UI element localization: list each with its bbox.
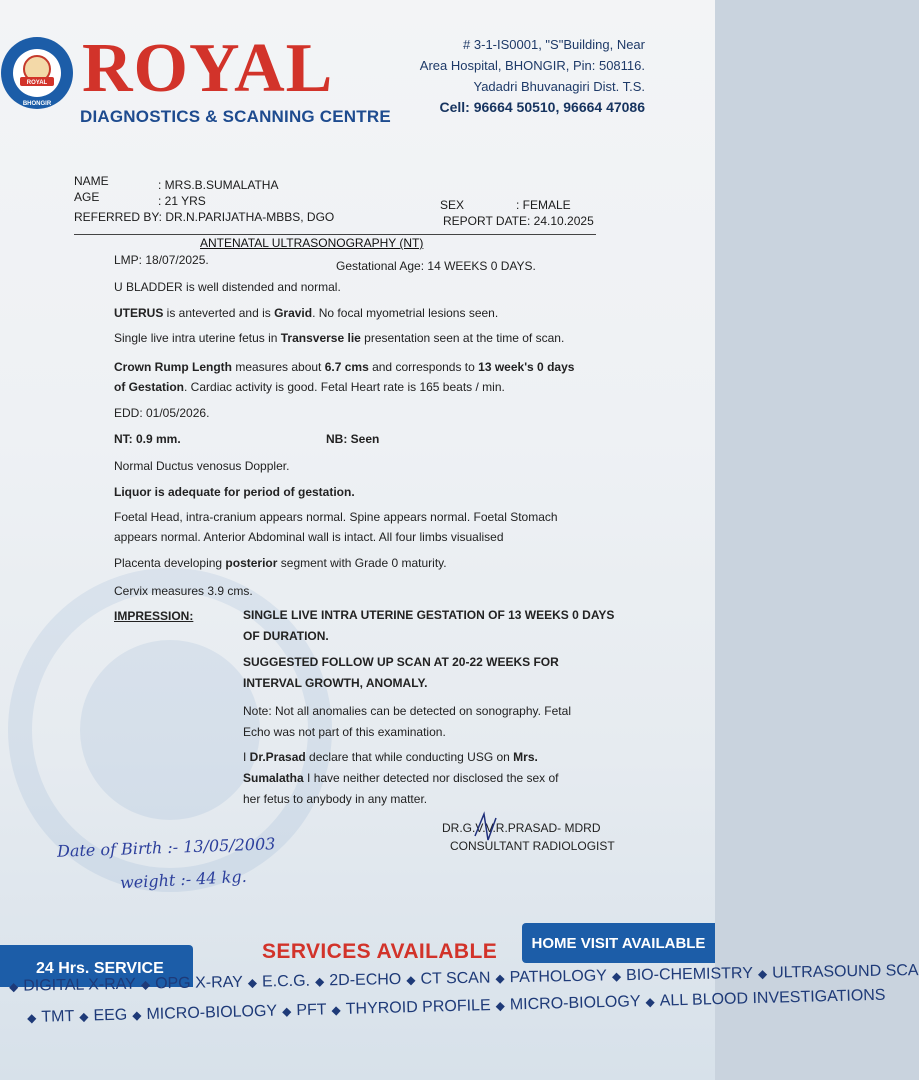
edd: EDD: 01/05/2026. xyxy=(114,406,210,420)
declaration-text-2: declare that while conducting USG on xyxy=(305,750,514,764)
placenta-text-1: Placenta developing xyxy=(114,556,226,570)
bullet-icon: ◆ xyxy=(140,977,151,992)
uterus-gravid: Gravid xyxy=(274,306,313,320)
foetal-head-paragraph xyxy=(114,507,634,547)
foetal-head-line-1: Foetal Head, intra-cranium appears normal. Spine appears normal. Foetal Stomach xyxy=(114,510,558,524)
bullet-icon: ◆ xyxy=(281,1004,292,1019)
bullet-icon: ◆ xyxy=(247,975,258,990)
bladder-text: is well distended and normal. xyxy=(182,280,341,294)
cervix: Cervix measures 3.9 cms. xyxy=(114,584,253,598)
impression-label: IMPRESSION: xyxy=(114,609,194,623)
uterus-label: UTERUS xyxy=(114,306,164,320)
address-line-1: # 3-1-IS0001, "S"Building, Near xyxy=(463,37,645,52)
impression-line-4: INTERVAL GROWTH, ANOMALY. xyxy=(243,676,428,690)
nt-line xyxy=(114,429,634,449)
fetus-line xyxy=(114,328,634,348)
crl-text-2: and corresponds to xyxy=(368,360,479,374)
service-24-badge: 24 Hrs. SERVICE xyxy=(0,945,193,987)
gestational-age: Gestational Age: 14 WEEKS 0 DAYS. xyxy=(336,259,536,273)
services-title: SERVICES AVAILABLE xyxy=(262,940,498,963)
crl-paragraph xyxy=(114,357,634,397)
crl-text-3: . Cardiac activity is good. Fetal Heart rate is 165 beats / min. xyxy=(184,380,505,394)
bullet-icon: ◆ xyxy=(331,1002,341,1018)
declaration-patient: Sumalatha xyxy=(243,771,304,785)
service-item: MICRO-BIOLOGY xyxy=(146,1002,278,1024)
report-title: ANTENATAL ULTRASONOGRAPHY (NT) xyxy=(200,236,424,250)
service-item: 2D-ECHO xyxy=(329,971,402,990)
placenta-line xyxy=(114,553,634,573)
bullet-icon: ◆ xyxy=(8,979,19,994)
nb-value: NB: Seen xyxy=(326,432,380,446)
service-item: THYROID PROFILE xyxy=(345,997,491,1018)
impression-line-3: SUGGESTED FOLLOW UP SCAN AT 20-22 WEEKS FOR xyxy=(243,655,559,669)
crl-label: Crown Rump Length xyxy=(114,360,232,374)
address-line-3: Yadadri Bhuvanagiri Dist. T.S. xyxy=(473,79,645,94)
patient-age: : 21 YRS xyxy=(158,194,206,208)
service-item: E.C.G. xyxy=(261,972,311,991)
uterus-line xyxy=(114,303,634,323)
bullet-icon: ◆ xyxy=(495,998,506,1013)
brand-subtitle: DIAGNOSTICS & SCANNING CENTRE xyxy=(80,107,391,126)
crl-value: 6.7 cms xyxy=(324,360,369,374)
bullet-icon: ◆ xyxy=(26,1010,37,1026)
fetus-text-2: presentation seen at the time of scan. xyxy=(360,331,565,345)
patient-name: : MRS.B.SUMALATHA xyxy=(158,178,279,192)
placenta-position: posterior xyxy=(225,556,278,570)
bullet-icon: ◆ xyxy=(757,966,768,981)
bladder-label: U BLADDER xyxy=(114,280,183,294)
patient-sex: : FEMALE xyxy=(516,198,571,212)
lmp-line xyxy=(114,250,634,273)
handwritten-dob: Date of Birth :- 13/05/2003 xyxy=(56,834,276,861)
declaration-text-3: I have neither detected nor disclosed the sex of xyxy=(303,771,559,785)
impression-line-1: SINGLE LIVE INTRA UTERINE GESTATION OF 13 WEEKS 0 DAYS xyxy=(243,608,615,622)
home-visit-badge: HOME VISIT AVAILABLE xyxy=(522,923,715,963)
signature-mark xyxy=(470,806,530,846)
clinic-seal-logo xyxy=(0,36,74,110)
service-item: MICRO-BIOLOGY xyxy=(509,993,641,1014)
declaration-line-3: her fetus to anybody in any matter. xyxy=(243,792,428,806)
fetus-text-1: Single live intra uterine fetus in xyxy=(114,331,281,345)
bladder-line xyxy=(114,277,634,297)
service-item: PFT xyxy=(296,1001,327,1020)
lmp: LMP: 18/07/2025. xyxy=(114,253,209,267)
sex-label: SEX xyxy=(440,198,465,212)
address-line-2: Area Hospital, BHONGIR, Pin: 508116. xyxy=(419,58,645,73)
svg-text:BHONGIR: BHONGIR xyxy=(22,101,52,107)
note-line-1: Note: Not all anomalies can be detected on sonography. Fetal xyxy=(243,704,571,718)
referred-by: REFERRED BY: DR.N.PARIJATHA-MBBS, DGO xyxy=(74,210,335,224)
declaration-doctor: Dr.Prasad xyxy=(249,750,306,764)
svg-text:ROYAL: ROYAL xyxy=(26,80,48,86)
divider xyxy=(74,234,596,235)
doppler: Normal Ductus venosus Doppler. xyxy=(114,459,290,473)
clinic-phone: Cell: 96664 50510, 96664 47086 xyxy=(439,99,645,115)
report-date: REPORT DATE: 24.10.2025 xyxy=(443,214,594,228)
liquor: Liquor is adequate for period of gestation. xyxy=(114,485,355,499)
service-item: ALL BLOOD INVESTIGATIONS xyxy=(659,986,886,1010)
declaration-mrs: Mrs. xyxy=(513,750,538,764)
bullet-icon: ◆ xyxy=(406,972,416,987)
foetal-head-line-2: appears normal. Anterior Abdominal wall is intact. All four limbs visualised xyxy=(114,530,504,544)
note xyxy=(243,701,623,743)
service-item: CT SCAN xyxy=(420,969,491,988)
declaration xyxy=(243,747,623,810)
service-item: BIO-CHEMISTRY xyxy=(625,964,754,985)
brand-name: ROYAL xyxy=(82,30,334,107)
radiologist-name: DR.G.V.V.R.PRASAD- MDRD xyxy=(442,821,601,835)
impression-line-2: OF DURATION. xyxy=(243,629,329,643)
bullet-icon: ◆ xyxy=(132,1008,142,1023)
declaration-text-1: I xyxy=(243,750,250,764)
age-label: AGE xyxy=(74,190,100,204)
name-label: NAME xyxy=(74,174,109,188)
uterus-text-2: . No focal myometrial lesions seen. xyxy=(312,306,499,320)
fetus-lie: Transverse lie xyxy=(280,331,361,345)
service-item: PATHOLOGY xyxy=(509,967,608,987)
service-item: ULTRASOUND SCA xyxy=(771,962,919,982)
bullet-icon: ◆ xyxy=(314,974,325,989)
radiologist-title: CONSULTANT RADIOLOGIST xyxy=(450,839,615,853)
bullet-icon: ◆ xyxy=(645,994,655,1009)
nt-value: NT: 0.9 mm. xyxy=(114,432,181,446)
crl-weeks: 13 week's 0 days xyxy=(478,360,575,374)
service-item: OPG X-RAY xyxy=(154,973,243,993)
handwritten-weight: weight :- 44 kg. xyxy=(119,866,248,893)
bullet-icon: ◆ xyxy=(611,969,622,984)
service-item: TMT xyxy=(41,1007,75,1026)
placenta-text-2: segment with Grade 0 maturity. xyxy=(277,556,447,570)
impression-2 xyxy=(243,652,623,694)
clinic-address xyxy=(420,34,645,118)
crl-text-1: measures about xyxy=(231,360,325,374)
service-item: DIGITAL X-RAY xyxy=(23,975,137,995)
impression-1 xyxy=(243,605,623,647)
bullet-icon: ◆ xyxy=(495,971,505,986)
bullet-icon: ◆ xyxy=(79,1009,89,1024)
uterus-text-1: is anteverted and is xyxy=(163,306,275,320)
service-item: EEG xyxy=(93,1006,128,1025)
crl-gestation: of Gestation xyxy=(114,380,185,394)
note-line-2: Echo was not part of this examination. xyxy=(243,725,446,739)
